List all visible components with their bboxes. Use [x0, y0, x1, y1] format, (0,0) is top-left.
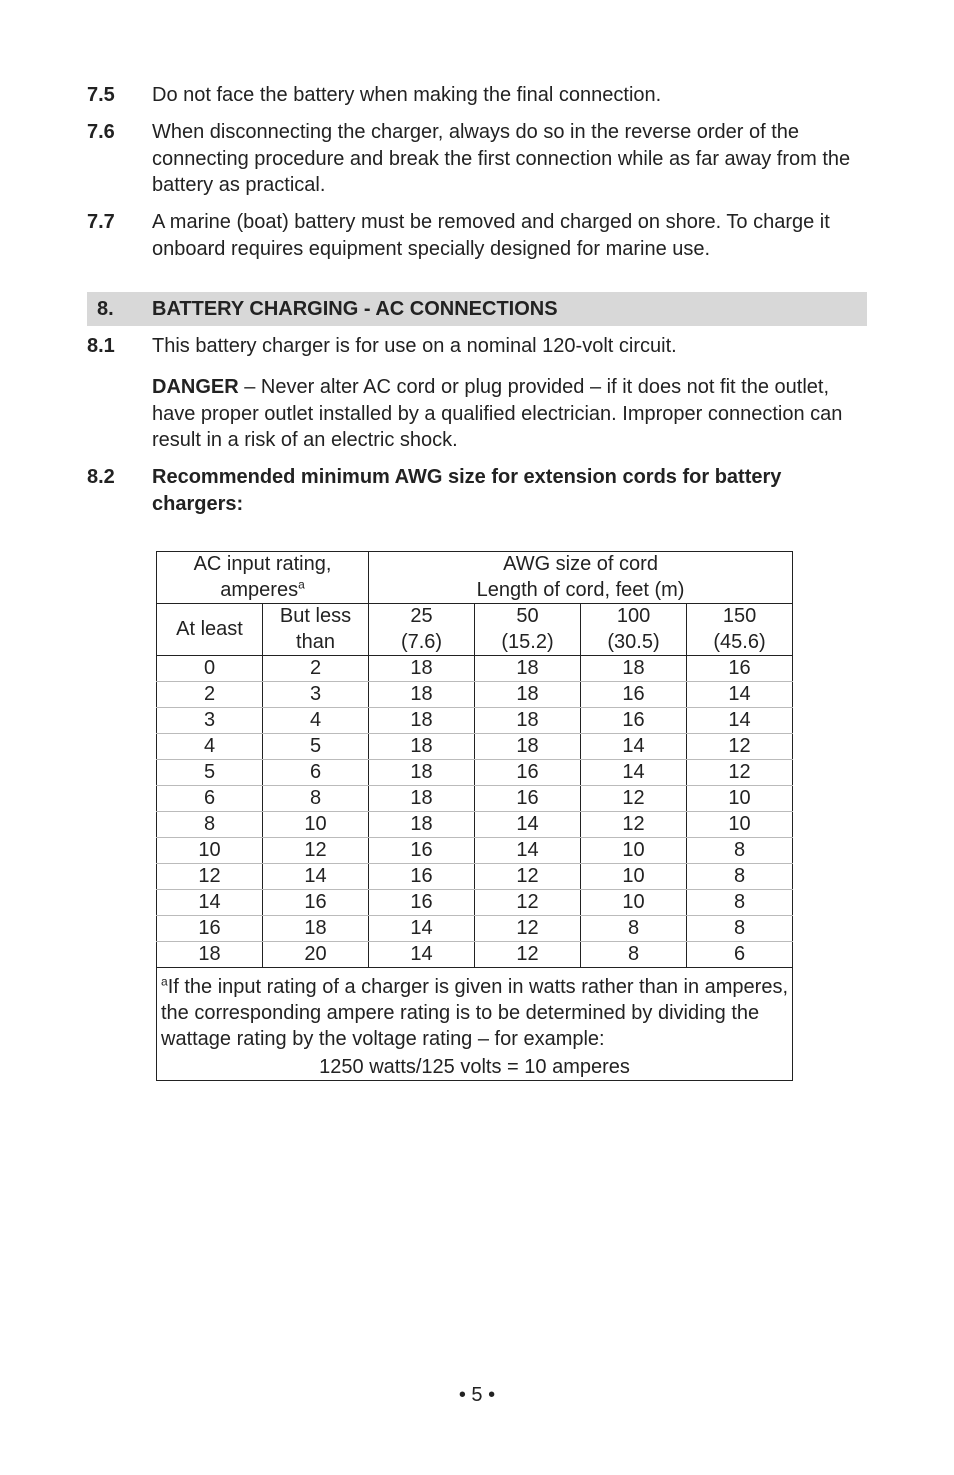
table-cell: 10 [687, 786, 793, 812]
table-cell: 16 [687, 656, 793, 682]
awg-header [369, 552, 793, 604]
table-cell: 10 [581, 864, 687, 890]
table-cell: 18 [369, 682, 475, 708]
rating-header [157, 552, 369, 604]
table-cell: 12 [157, 864, 263, 890]
table-cell: 14 [263, 864, 369, 890]
page-number: • 5 • [458, 1384, 496, 1406]
awg-header-line2: Length of cord, feet (m) [476, 578, 685, 601]
item-number: 8.2 [87, 466, 115, 488]
table-cell: 14 [687, 682, 793, 708]
table-cell: 16 [475, 760, 581, 786]
table-cell: 12 [687, 734, 793, 760]
footnote-text: If the input rating of a charger is given in watts rather than in amperes, the corresponding ampere rating is to be determined by dividing the wattage rating by the voltage rating – for example: [161, 976, 789, 1050]
section-title: BATTERY CHARGING - AC CONNECTIONS [152, 298, 558, 320]
table-cell: 18 [475, 708, 581, 734]
table-cell: 14 [369, 942, 475, 968]
table-cell: 8 [581, 916, 687, 942]
table-cell: 14 [369, 916, 475, 942]
table-cell: 18 [369, 734, 475, 760]
table-cell: 18 [369, 786, 475, 812]
table-row [157, 682, 793, 708]
table-cell: 8 [687, 916, 793, 942]
table-cell: 6 [157, 786, 263, 812]
table-cell: 18 [475, 734, 581, 760]
table-cell: 2 [263, 656, 369, 682]
danger-text [152, 374, 867, 454]
danger-body: – Never alter AC cord or plug provided – if it does not fit the outlet, have proper outlet installed by a qualified electrician. Improper connection can result in a risk of an electric shock. [152, 376, 843, 451]
col-length-100: 100 (30.5) [581, 604, 687, 656]
table-cell: 14 [157, 890, 263, 916]
table-cell: 14 [581, 760, 687, 786]
item-number: 7.5 [87, 84, 115, 106]
table-cell: 8 [581, 942, 687, 968]
rating-header-line1: AC input rating, [193, 553, 332, 575]
col-length-50: 50 (15.2) [475, 604, 581, 656]
item-text: When disconnecting the charger, always do so in the reverse order of the connecting procedure and break the first connection while as far away from the battery as practical. [152, 121, 851, 196]
table-cell: 12 [475, 890, 581, 916]
table-cell: 16 [581, 682, 687, 708]
table-cell: 10 [581, 890, 687, 916]
col-length-25: 25 (7.6) [369, 604, 475, 656]
item-number: 7.6 [87, 121, 115, 143]
table-cell: 2 [157, 682, 263, 708]
table-cell: 16 [475, 786, 581, 812]
table-cell: 12 [581, 812, 687, 838]
table-cell: 6 [687, 942, 793, 968]
table-row [157, 734, 793, 760]
table-cell: 8 [157, 812, 263, 838]
table-cell: 10 [687, 812, 793, 838]
table-cell: 18 [157, 942, 263, 968]
table-cell: 3 [157, 708, 263, 734]
table-cell: 18 [475, 682, 581, 708]
rating-footnote-marker: a [298, 576, 305, 591]
table-cell: 12 [475, 864, 581, 890]
table-cell: 8 [687, 890, 793, 916]
danger-label: DANGER [152, 376, 239, 398]
table-row [157, 812, 793, 838]
table-cell: 18 [369, 656, 475, 682]
table-row [157, 942, 793, 968]
table-cell: 16 [157, 916, 263, 942]
table-cell: 18 [369, 812, 475, 838]
table-cell: 12 [687, 760, 793, 786]
table-footnote [157, 968, 793, 1081]
table-cell: 16 [369, 838, 475, 864]
table-cell: 18 [369, 760, 475, 786]
footnote-marker: a [161, 974, 168, 989]
table-row [157, 864, 793, 890]
footnote-example: 1250 watts/125 volts = 10 amperes [319, 1056, 630, 1078]
table-row [157, 708, 793, 734]
item-number: 7.7 [87, 211, 115, 233]
table-cell: 10 [263, 812, 369, 838]
table-cell: 10 [581, 838, 687, 864]
table-cell: 14 [687, 708, 793, 734]
awg-extension-cord-table [156, 551, 793, 1081]
table-cell: 18 [581, 656, 687, 682]
table-row [157, 656, 793, 682]
col-at-least: At least [157, 604, 263, 656]
table-row [157, 760, 793, 786]
table-cell: 8 [263, 786, 369, 812]
table-row [157, 838, 793, 864]
table-cell: 16 [369, 890, 475, 916]
table-cell: 14 [475, 838, 581, 864]
table-row [157, 916, 793, 942]
section-number: 8. [97, 298, 114, 320]
table-cell: 18 [475, 656, 581, 682]
table-cell: 20 [263, 942, 369, 968]
table-cell: 5 [263, 734, 369, 760]
table-cell: 12 [475, 942, 581, 968]
table-cell: 16 [263, 890, 369, 916]
table-cell: 5 [157, 760, 263, 786]
table-cell: 16 [581, 708, 687, 734]
table-cell: 3 [263, 682, 369, 708]
table-cell: 0 [157, 656, 263, 682]
table-cell: 8 [687, 864, 793, 890]
col-but-less-than: But less than [263, 604, 369, 656]
table-row [157, 786, 793, 812]
item-text: This battery charger is for use on a nominal 120-volt circuit. [152, 335, 677, 357]
item-number: 8.1 [87, 335, 115, 357]
col-length-150: 150 (45.6) [687, 604, 793, 656]
table-cell: 18 [369, 708, 475, 734]
table-cell: 8 [687, 838, 793, 864]
table-cell: 18 [263, 916, 369, 942]
table-cell: 12 [475, 916, 581, 942]
item-text: Recommended minimum AWG size for extension cords for battery chargers: [152, 466, 782, 515]
item-text: A marine (boat) battery must be removed and charged on shore. To charge it onboard requires equipment specially designed for marine use. [152, 211, 830, 260]
table-cell: 16 [369, 864, 475, 890]
table-cell: 14 [581, 734, 687, 760]
table-cell: 12 [263, 838, 369, 864]
section-heading-bar [87, 292, 867, 326]
awg-header-line1: AWG size of cord [503, 553, 658, 575]
table-cell: 12 [581, 786, 687, 812]
table-cell: 4 [263, 708, 369, 734]
table-cell: 4 [157, 734, 263, 760]
table-cell: 14 [475, 812, 581, 838]
rating-header-line2: amperes [220, 578, 299, 601]
table-cell: 10 [157, 838, 263, 864]
table-cell: 6 [263, 760, 369, 786]
table-row [157, 890, 793, 916]
item-text: Do not face the battery when making the final connection. [152, 84, 662, 106]
